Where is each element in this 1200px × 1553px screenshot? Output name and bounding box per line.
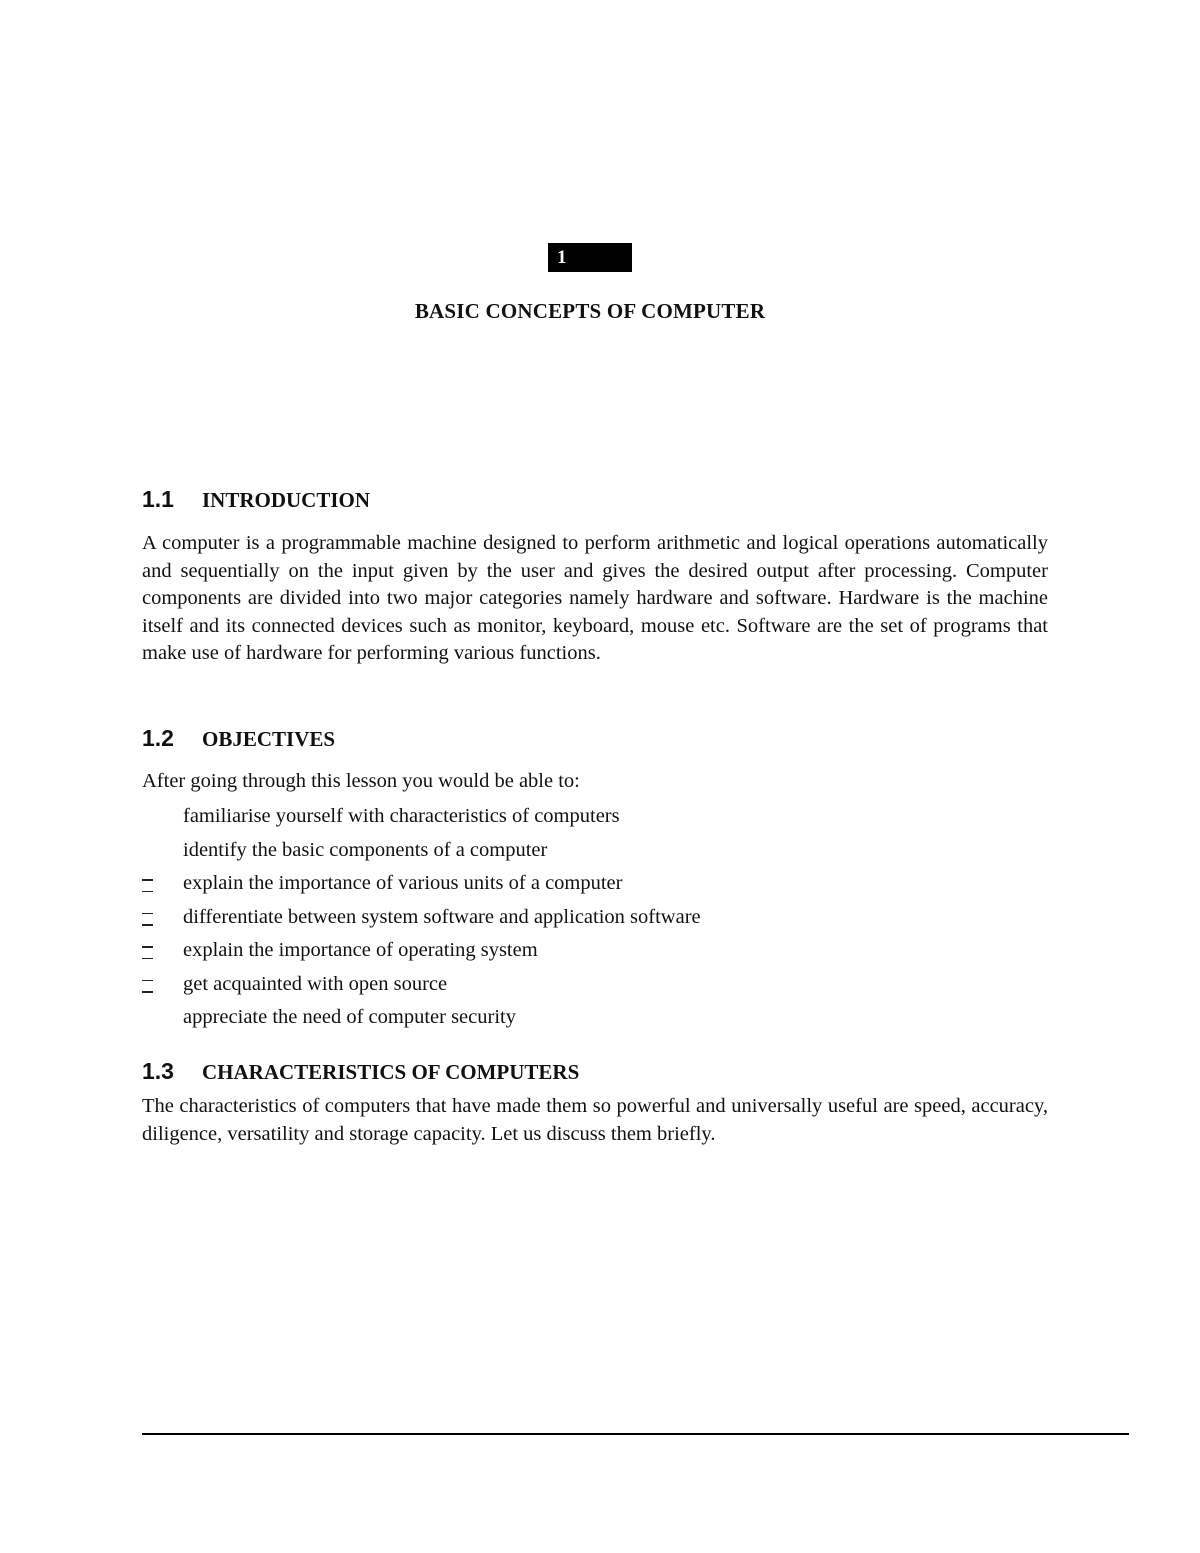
list-item bbox=[142, 971, 701, 1005]
objective-text: identify the basic components of a computer bbox=[183, 838, 548, 861]
list-item bbox=[142, 904, 701, 938]
list-item bbox=[142, 870, 701, 904]
objective-text: get acquainted with open source bbox=[183, 972, 448, 995]
bullet-icon bbox=[142, 879, 153, 892]
section-heading-characteristics bbox=[142, 1058, 579, 1085]
footer-rule bbox=[142, 1433, 1129, 1435]
section-title: INTRODUCTION bbox=[202, 488, 371, 512]
section-number: 1.3 bbox=[142, 1058, 174, 1084]
objective-text: explain the importance of various units of a computer bbox=[183, 872, 623, 894]
objectives-lead: After going through this lesson you would be able to: bbox=[142, 770, 580, 792]
section-title: OBJECTIVES bbox=[202, 727, 336, 751]
section-number: 1.1 bbox=[142, 486, 174, 512]
list-item bbox=[142, 837, 701, 871]
introduction-paragraph: A computer is a programmable machine designed to perform arithmetic and logical operations automatically and sequentially on the input given by the user and gives the desired output after processing. Computer components are divided into two major categories namely hardware and software. Hardware is the machine itself and its connected devices such as monitor, keyboard, mouse etc. Software are the set of programs that make use of hardware for performing various functions. bbox=[142, 532, 1048, 665]
section-title: CHARACTERISTICS OF COMPUTERS bbox=[202, 1060, 580, 1084]
bullet-icon bbox=[142, 913, 153, 926]
bullet-icon bbox=[142, 980, 153, 993]
list-item bbox=[142, 1004, 701, 1038]
chapter-number-badge: 1 bbox=[548, 243, 632, 272]
list-item bbox=[142, 803, 701, 837]
list-item bbox=[142, 937, 701, 971]
characteristics-paragraph: The characteristics of computers that have made them so powerful and universally useful are speed, accuracy, diligence, versatility and storage capacity. Let us discuss them briefly. bbox=[142, 1095, 1048, 1145]
objective-text: explain the importance of operating system bbox=[183, 939, 538, 961]
objective-text: familiarise yourself with characteristics of computers bbox=[183, 805, 620, 827]
section-heading-objectives bbox=[142, 725, 335, 752]
chapter-title: BASIC CONCEPTS OF COMPUTER bbox=[414, 299, 766, 323]
section-number: 1.2 bbox=[142, 725, 174, 751]
objectives-list bbox=[142, 803, 701, 1038]
section-heading-introduction bbox=[142, 486, 370, 513]
bullet-icon bbox=[142, 946, 153, 959]
objective-text: appreciate the need of computer security bbox=[183, 1006, 516, 1028]
objective-text: differentiate between system software and application software bbox=[183, 905, 701, 928]
